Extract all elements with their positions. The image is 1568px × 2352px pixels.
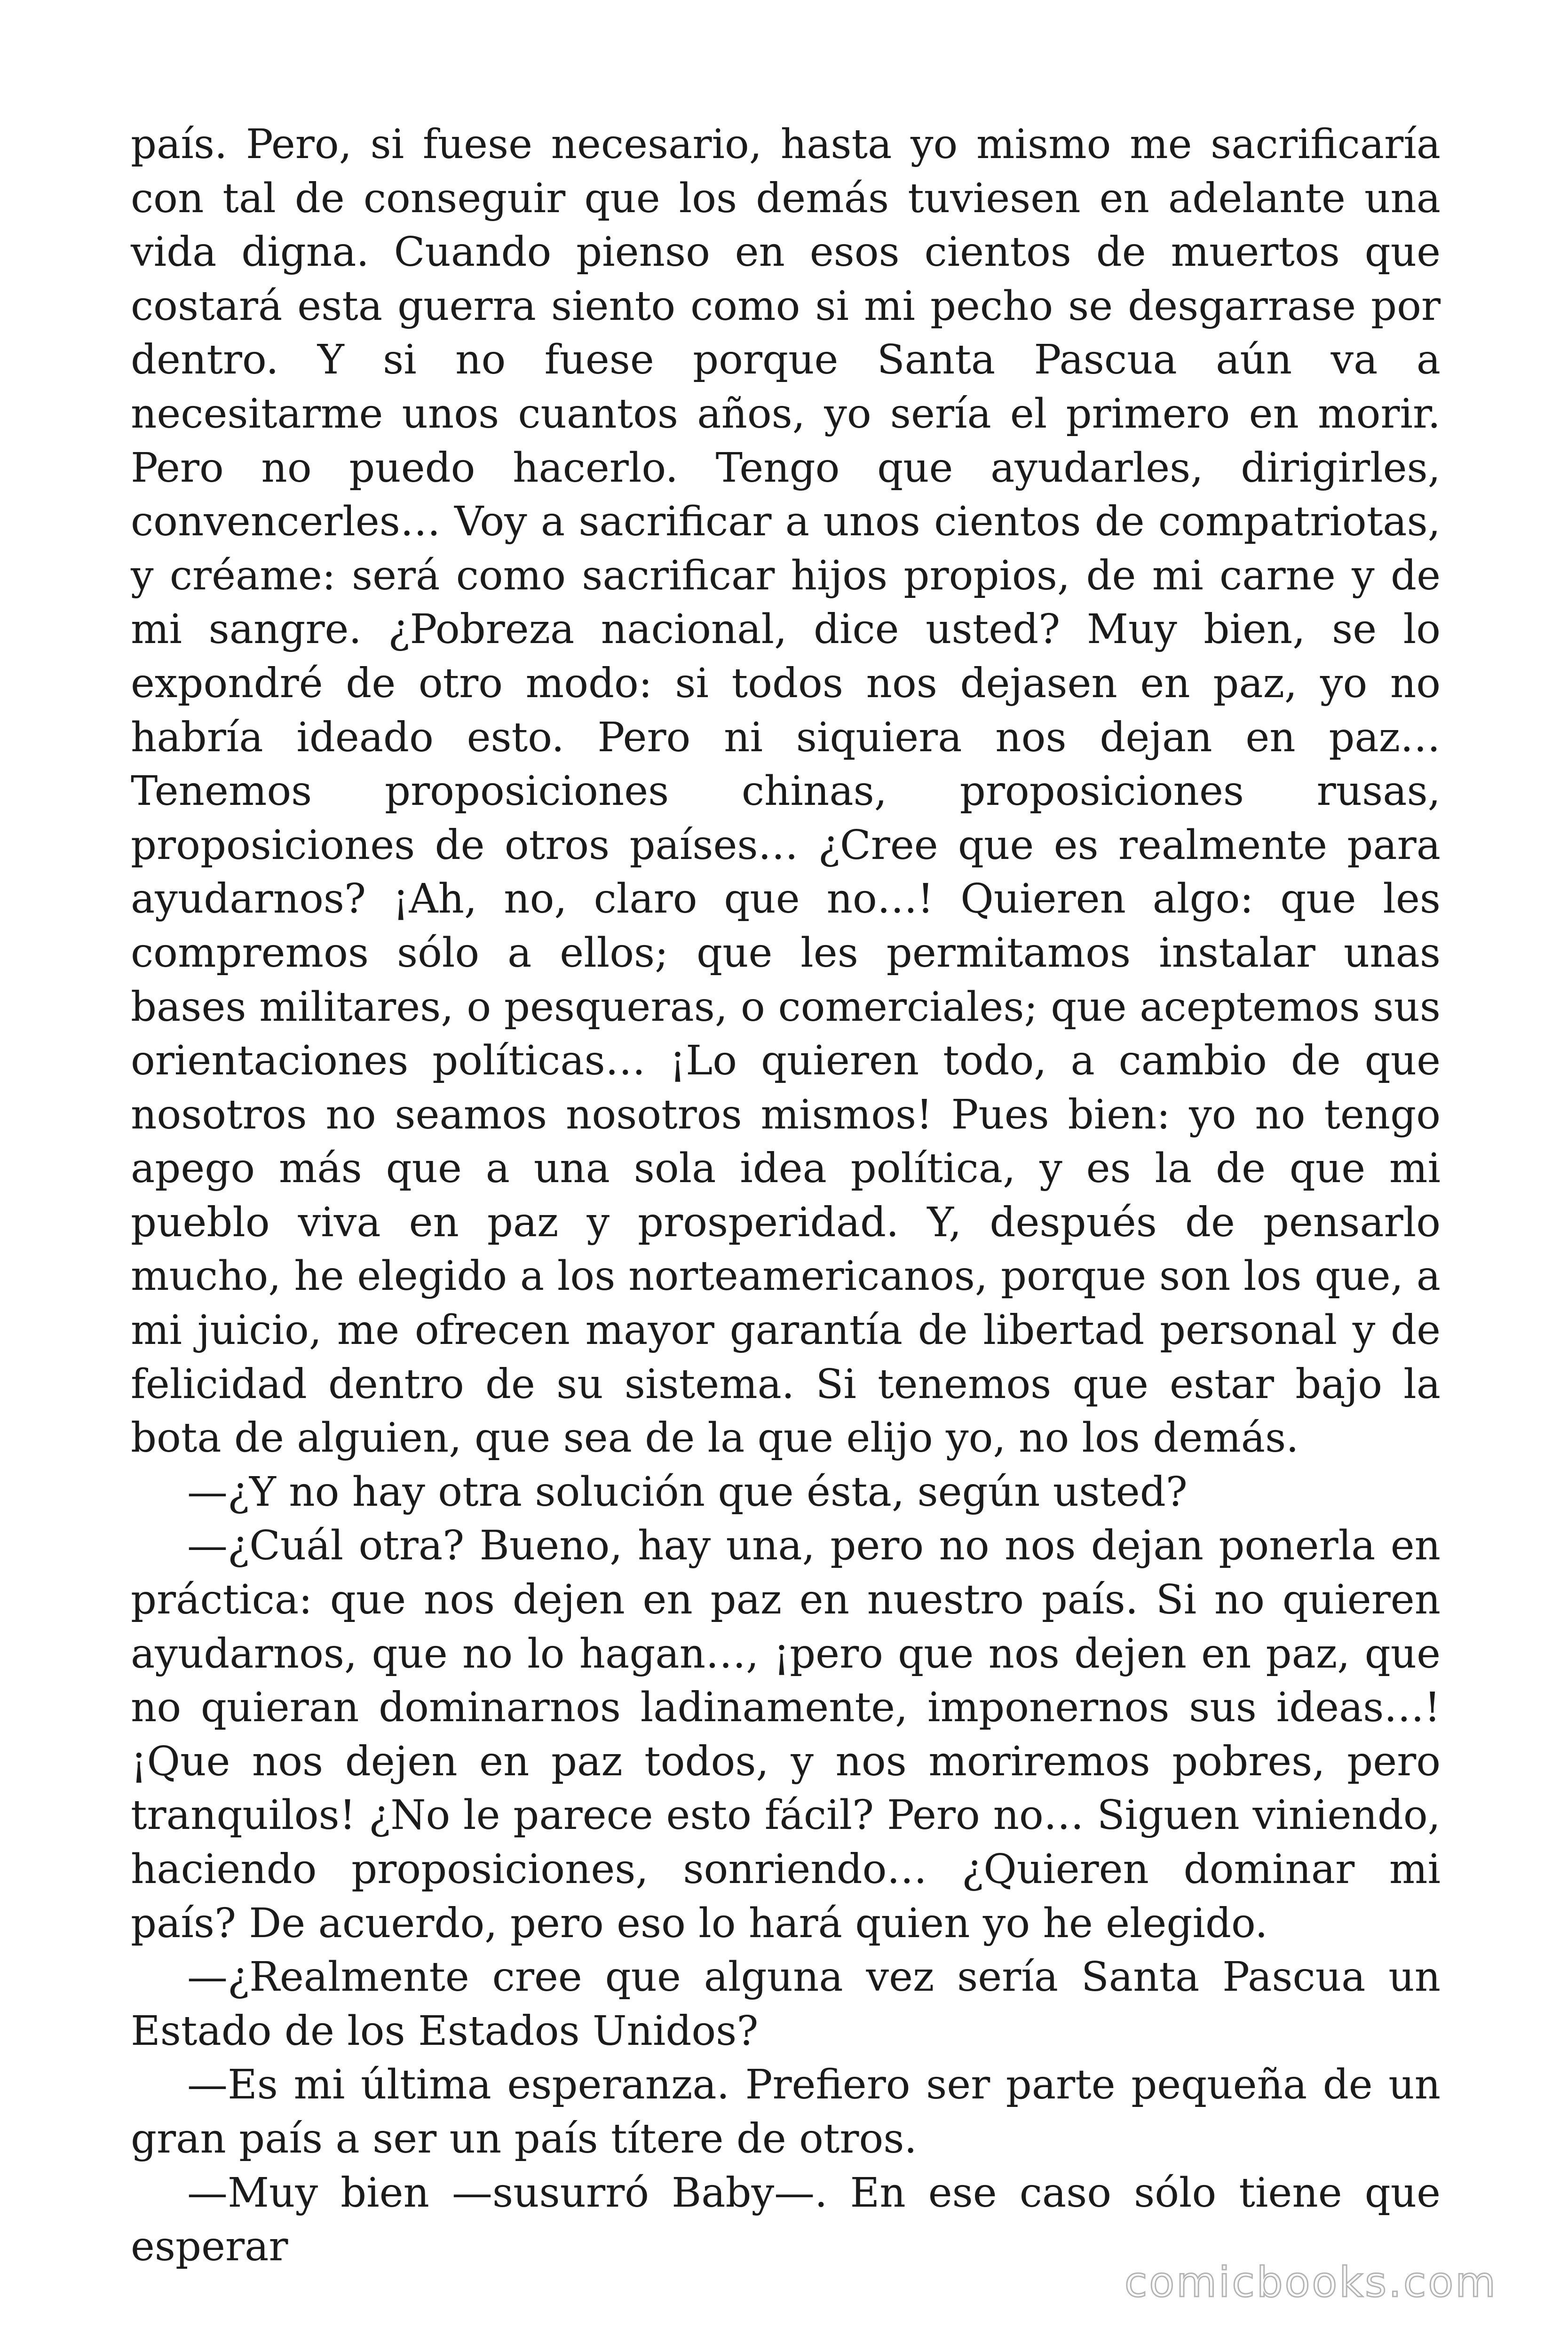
paragraph-continuation: país. Pero, si fuese necesario, hasta yo mismo me sacrificaría con tal de conseguir que los demás tuviesen en adelante una vida digna. Cuando pienso en esos cientos de muertos que costará esta guerra siento como si mi pecho se desgarrase por dentro. Y si no fuese porque Santa Pascua aún va a necesitarme unos cuantos años, yo sería el primero en morir. Pero no puedo hacerlo. Tengo que ayudarles, dirigirles, convencerles… Voy a sacrificar a unos cientos de compatriotas, y créame: será como sacrificar hijos propios, de mi carne y de mi sangre. ¿Pobreza nacional, dice usted? Muy bien, se lo expondré de otro modo: si todos nos dejasen en paz, yo no habría ideado esto. Pero ni siquiera nos dejan en paz… Tenemos proposiciones chinas, proposiciones rusas, proposiciones de otros países… ¿Cree que es realmente para ayudarnos? ¡Ah, no, claro que no…! Quieren algo: que les compremos sólo a ellos; que les permitamos instalar unas bases militares, o pesqueras, o comerciales; que aceptemos sus orientaciones políticas… ¡Lo quieren todo, a cambio de que nosotros no seamos nosotros mismos! Pues bien: yo no tengo apego más que a una sola idea política, y es la de que mi pueblo viva en paz y prosperidad. Y, después de pensarlo mucho, he elegido a los norteamericanos, porque son los que, a mi juicio, me ofrecen mayor garantía de libertad personal y de felicidad dentro de su sistema. Si tenemos que estar bajo la bota de alguien, que sea de la que elijo yo, no los demás. xyxy=(131,121,1441,1462)
site-watermark: comicbooks.com xyxy=(1124,2258,1497,2306)
dialogue-paragraph: —¿Y no hay otra solución que ésta, según usted? xyxy=(187,1468,1188,1516)
dialogue-paragraph: —¿Realmente cree que alguna vez sería Santa Pascua un Estado de los Estados Unidos? xyxy=(131,1954,1441,2055)
body-text xyxy=(131,118,1441,2274)
dialogue-paragraph: —Es mi última esperanza. Prefiero ser parte pequeña de un gran país a ser un país títere de otros. xyxy=(131,2061,1441,2162)
dialogue-paragraph-last: —Muy bien —susurró Baby—. En ese caso sólo tiene que esperar xyxy=(131,2169,1441,2271)
dialogue-paragraph: —¿Cuál otra? Bueno, hay una, pero no nos dejan ponerla en práctica: que nos dejen en paz en nuestro país. Si no quieren ayudarnos, que no lo hagan…, ¡pero que nos dejen en paz, que no quieran dominarnos ladinamente, imponernos sus ideas…! ¡Que nos dejen en paz todos, y nos moriremos pobres, pero tranquilos! ¿No le parece esto fácil? Pero no… Siguen viniendo, haciendo proposiciones, sonriendo… ¿Quieren dominar mi país? De acuerdo, pero eso lo hará quien yo he elegido. xyxy=(131,1522,1441,1947)
